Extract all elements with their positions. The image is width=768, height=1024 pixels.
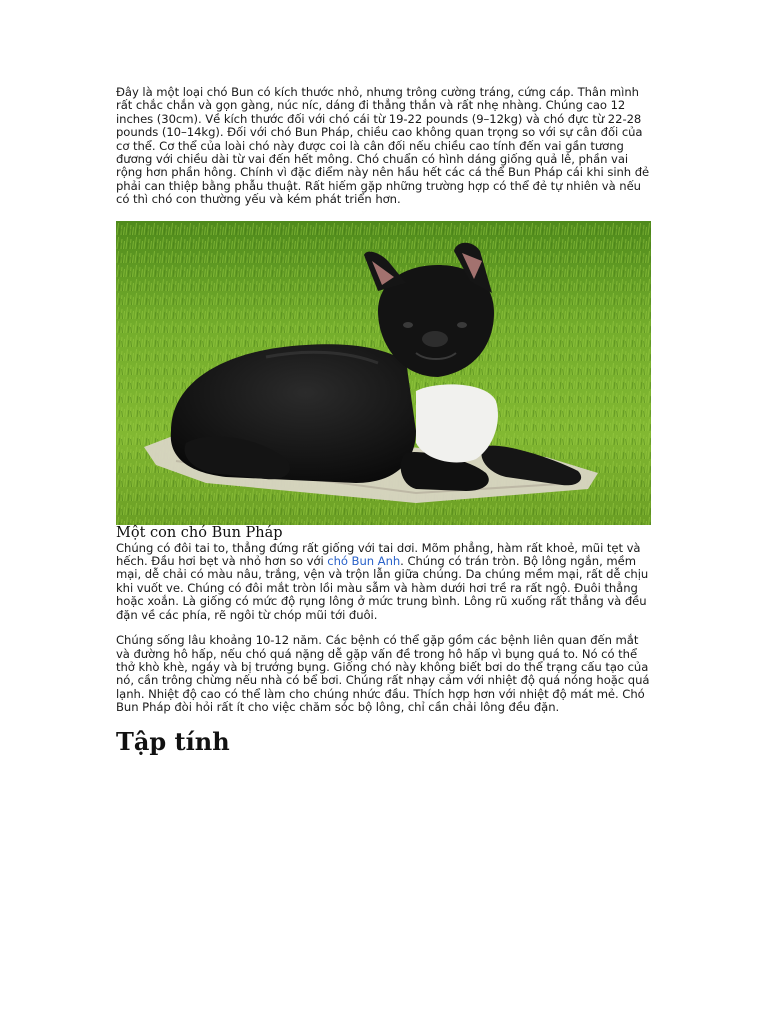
document-page bbox=[116, 86, 652, 757]
figure-caption: Một con chó Bun Pháp bbox=[116, 524, 283, 541]
bun-anh-link[interactable]: chó Bun Anh bbox=[327, 554, 401, 569]
appearance-text-after: . Chúng có trán tròn. Bộ lông ngắn, mềm mại, dễ chải có màu nâu, trắng, vện và trộn lẫn giữa chúng. Da chúng mềm mại, rất dễ chịu khi vuốt ve. Chúng có đôi mắt tròn lồi màu sẫm và hàm dưới hơi trề ra rất ngộ. Đuôi thẳng hoặc xoắn. Là giống có mức độ rụng lông ở mức trung bình. Lông rũ xuống rất thẳng và đều đặn về các phía, rẽ ngôi từ chóp mũi tới đuôi. bbox=[116, 554, 649, 622]
intro-paragraph: Đây là một loại chó Bun có kích thước nhỏ, nhưng trông cường tráng, cứng cáp. Thân mình rất chắc chắn và gọn gàng, núc níc, dáng đi thẳng thắn và rất nhẹ nhàng. Chúng cao 12 inches (30cm). Về kích thước đối với chó cái từ 19-22 pounds (9–12kg) và chó đực từ 22-28 pounds (10–14kg). Đối với chó Bun Pháp, chiều cao không quan trọng so với sự cân đối của cơ thể. Cơ thể của loài chó này được coi là cân đối nếu chiều cao tính đến vai gần tương đương với chiều dài từ vai đến hết mông. Chó chuẩn có hình dáng giống quả lê, phần vai rộng hơn phần hông. Chính vì đặc điểm này nên hầu hết các cá thể Bun Pháp cái khi sinh đẻ phải can thiệp bằng phẫu thuật. Rất hiếm gặp những trường hợp có thể đẻ tự nhiên và nếu có thì chó con thường yếu và kém phát triển hơn. bbox=[116, 85, 650, 207]
health-paragraph: Chúng sống lâu khoảng 10-12 năm. Các bệnh có thể gặp gồm các bệnh liên quan đến mắt và đường hô hấp, nếu chó quá nặng dễ gặp vấn đề trong hô hấp vì bụng quá to. Nó có thể thở khò khè, ngáy và bị trướng bụng. Giống chó này không biết bơi do thể trạng cấu tạo của nó, cần trông chừng nếu nhà có bể bơi. Chúng rất nhạy cảm với nhiệt độ quá nóng hoặc quá lạnh. Nhiệt độ cao có thể làm cho chúng nhức đầu. Thích hợp hơn với nhiệt độ mát mẻ. Chó Bun Pháp đòi hỏi rất ít cho việc chăm sóc bộ lông, chỉ cần chải lông đều đặn. bbox=[116, 633, 650, 715]
appearance-text-before: Chúng có đôi tai to, thẳng đứng rất giống với tai dơi. Mõm phẳng, hàm rất khoẻ, mũi tẹt và hếch. Đầu hơi bẹt và nhỏ hơn so với bbox=[116, 540, 641, 569]
appearance-paragraph bbox=[116, 542, 652, 622]
section-heading-tap-tinh: Tập tính bbox=[116, 726, 230, 756]
french-bulldog-photo bbox=[116, 221, 651, 525]
